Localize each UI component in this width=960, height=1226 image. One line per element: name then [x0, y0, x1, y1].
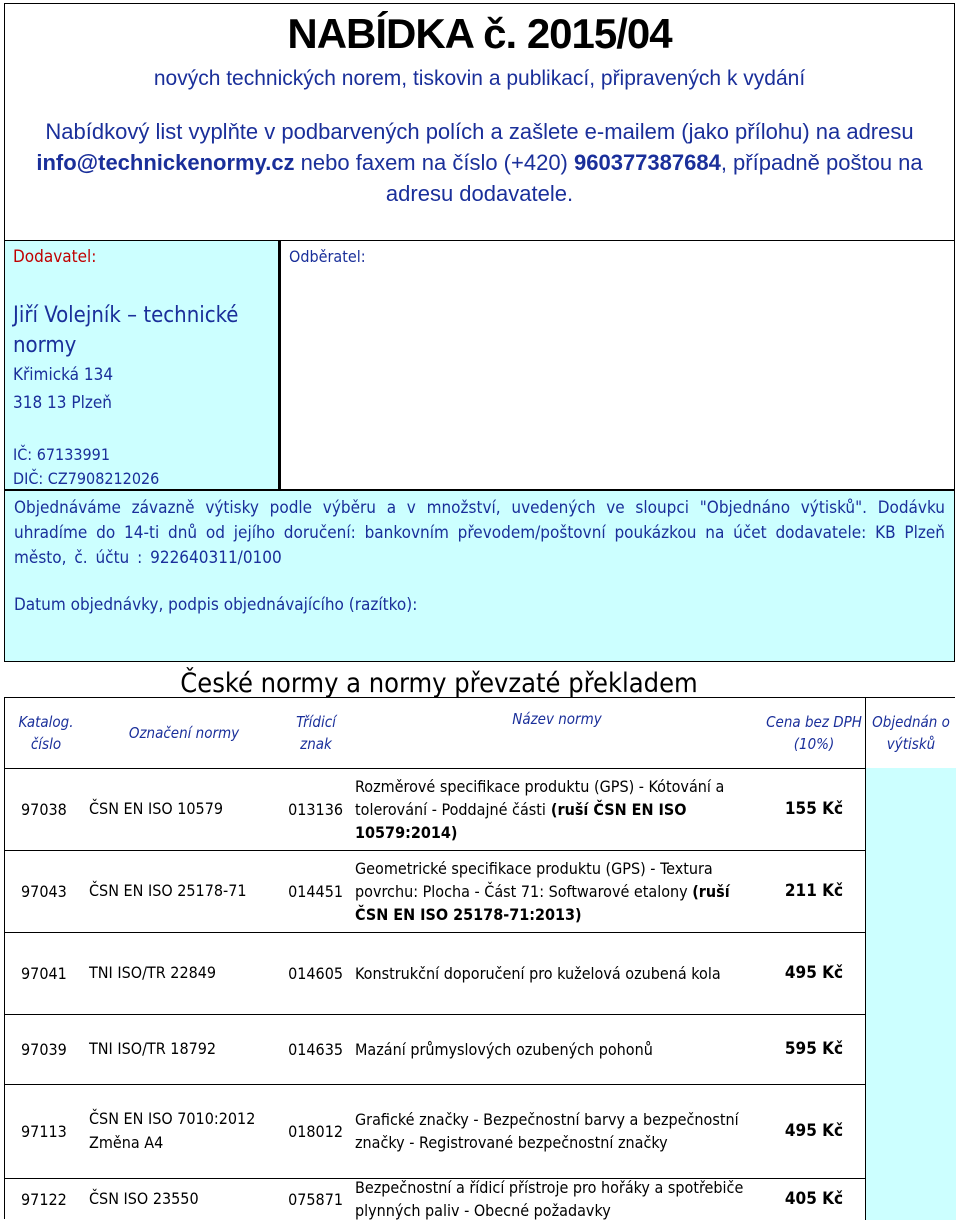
- catalog-number: [5, 1178, 87, 1220]
- standard-name-text: [355, 1038, 653, 1061]
- instruction-line-3: adresu dodavatele.: [385, 181, 574, 206]
- section-title: České normy a normy převzaté překladem: [180, 668, 698, 699]
- header-designation: Označení normy: [128, 724, 240, 742]
- catalog-number: [5, 1084, 87, 1178]
- order-date-label: Datum objednávky, podpis objednávajícího (razítko):: [14, 595, 418, 615]
- standard-name-supersedes: (ruší ČSN EN ISO 10579:2014): [355, 799, 687, 842]
- standard-name: [351, 1084, 763, 1178]
- order-box[interactable]: [4, 490, 955, 662]
- class-code: [281, 1014, 351, 1084]
- standard-name: [351, 850, 763, 932]
- catalog-number-text: 97038: [21, 799, 67, 819]
- standard-name: [351, 932, 763, 1014]
- standard-name-main: Konstrukční doporučení pro kuželová ozubená kola: [355, 963, 721, 983]
- standard-name-main: Geometrické specifikace produktu (GPS) - Textura povrchu: Plocha - Část 71: Softwarové etalony: [355, 858, 713, 901]
- standard-designation-text: ČSN EN ISO 7010:2012 Změna A4: [89, 1109, 256, 1152]
- page-subtitle: nových technických norem, tiskovin a publikací, připravených k vydání: [153, 67, 806, 90]
- fax-number: 960377387684: [574, 150, 721, 175]
- standard-designation: [87, 1084, 281, 1178]
- catalog-number: [5, 850, 87, 932]
- standard-name: [351, 1014, 763, 1084]
- supplier-label: Dodavatel:: [13, 247, 97, 267]
- order-statement: Objednáváme závazně výtisky podle výběru a v množství, uvedených ve sloupci "Objednáno výtisků". Dodávku uhradíme do 14-ti dnů od jejího doručení: bankovním převodem/poštovní poukázkou na účet dodavatele: KB Plzeň město, č. účtu : 922640311/0100: [14, 498, 945, 568]
- standard-name-main: Mazání průmyslových ozubených pohonů: [355, 1039, 653, 1059]
- catalog-number-text: 97043: [21, 881, 67, 901]
- header: [4, 3, 955, 240]
- standard-name-main: Grafické značky - Bezpečnostní barvy a bezpečnostní značky - Registrované bezpečnostní značky: [355, 1110, 739, 1152]
- standard-designation: [87, 850, 281, 932]
- catalog-number: [5, 1014, 87, 1084]
- table-row: [5, 850, 956, 933]
- class-code: [281, 932, 351, 1014]
- price: 495 Kč: [784, 1121, 844, 1141]
- ordered-quantity-input[interactable]: [865, 932, 956, 1014]
- ordered-quantity-input[interactable]: [865, 1014, 956, 1084]
- class-code: [281, 1084, 351, 1178]
- supplier-box: [4, 240, 279, 490]
- header-ordered: Objednán o výtisků: [865, 698, 956, 768]
- supplier-ic: IČ: 67133991: [13, 445, 110, 464]
- header-price: Cena bez DPH (10%): [766, 713, 862, 753]
- class-code: [281, 768, 351, 850]
- class-code-text: 013136: [288, 799, 343, 819]
- standard-name-supersedes: (ruší ČSN EN ISO 25178-71:2013): [355, 881, 730, 924]
- price: 495 Kč: [784, 963, 844, 983]
- standard-name-text: [355, 1108, 763, 1154]
- price: 211 Kč: [784, 881, 844, 901]
- ordered-quantity-input[interactable]: [865, 1084, 956, 1178]
- instruction-post-text: , případně poštou na: [720, 150, 923, 175]
- standard-name-main: Rozměrové specifikace produktu (GPS) - Kótování a tolerování - Poddajné části: [355, 776, 725, 819]
- page-title: NABÍDKA č. 2015/04: [287, 10, 672, 57]
- standard-designation-text: TNI ISO/TR 22849: [89, 963, 217, 982]
- ordered-quantity-input[interactable]: [865, 768, 956, 850]
- catalog-number-text: 97041: [21, 963, 67, 983]
- class-code-text: 014605: [288, 963, 343, 983]
- supplier-name: Jiří Volejník – technické normy: [13, 303, 239, 358]
- class-code-text: 014451: [288, 881, 343, 901]
- ordered-quantity-input[interactable]: [865, 1178, 956, 1220]
- class-code-text: 018012: [288, 1121, 343, 1141]
- catalog-number: [5, 932, 87, 1014]
- catalog-number-text: 97122: [21, 1189, 67, 1209]
- table-row: [5, 1014, 956, 1085]
- catalog-number-text: 97113: [21, 1121, 67, 1141]
- standard-name-text: [355, 857, 763, 926]
- standard-name-main: Bezpečnostní a řídicí přístroje pro hořáky a spotřebiče plynných paliv - Obecné požadavky: [355, 1178, 744, 1220]
- standard-name-text: [355, 775, 763, 844]
- price: 595 Kč: [784, 1039, 844, 1059]
- supplier-street: Křimická 134: [13, 365, 114, 385]
- header-class: Třídicí znak: [296, 713, 336, 753]
- customer-label: Odběratel:: [289, 247, 366, 266]
- ordered-quantity-input[interactable]: [865, 850, 956, 932]
- price: 405 Kč: [784, 1189, 844, 1209]
- class-code-text: 075871: [288, 1189, 343, 1209]
- standard-designation: [87, 768, 281, 850]
- table-header: [5, 698, 956, 769]
- class-code: [281, 850, 351, 932]
- standard-name: [351, 768, 763, 850]
- header-name: Název normy: [512, 710, 602, 728]
- standard-designation-text: TNI ISO/TR 18792: [89, 1039, 217, 1058]
- offer-table: [4, 697, 955, 1219]
- table-row: [5, 1178, 956, 1220]
- instructions: [5, 116, 954, 209]
- table-row: [5, 932, 956, 1015]
- catalog-number-text: 97039: [21, 1039, 67, 1059]
- standard-designation-text: ČSN ISO 23550: [89, 1189, 199, 1208]
- email-link[interactable]: info@technickenormy.cz: [36, 150, 295, 175]
- table-row: [5, 768, 956, 851]
- instruction-line-1: Nabídkový list vyplňte v podbarvených polích a zašlete e-mailem (jako přílohu) na adresu: [45, 119, 914, 144]
- standard-name-text: [355, 962, 721, 985]
- catalog-number: [5, 768, 87, 850]
- offer-sheet: [4, 3, 955, 1226]
- class-code: [281, 1178, 351, 1220]
- class-code-text: 014635: [288, 1039, 343, 1059]
- standard-name: [351, 1178, 763, 1220]
- instruction-fax-text: nebo faxem na číslo (+420): [294, 150, 574, 175]
- standard-name-text: [355, 1176, 763, 1222]
- header-catalog: Katalog. číslo: [18, 713, 74, 753]
- standard-designation-text: ČSN EN ISO 10579: [89, 799, 224, 818]
- supplier-dic: DIČ: CZ7908212026: [13, 469, 160, 488]
- standard-designation-text: ČSN EN ISO 25178-71: [89, 881, 247, 900]
- table-row: [5, 1084, 956, 1179]
- standard-designation: [87, 1178, 281, 1220]
- standard-designation: [87, 1014, 281, 1084]
- supplier-city: 318 13 Plzeň: [13, 393, 112, 413]
- standard-designation: [87, 932, 281, 1014]
- price: 155 Kč: [784, 799, 844, 819]
- customer-box[interactable]: [279, 240, 955, 490]
